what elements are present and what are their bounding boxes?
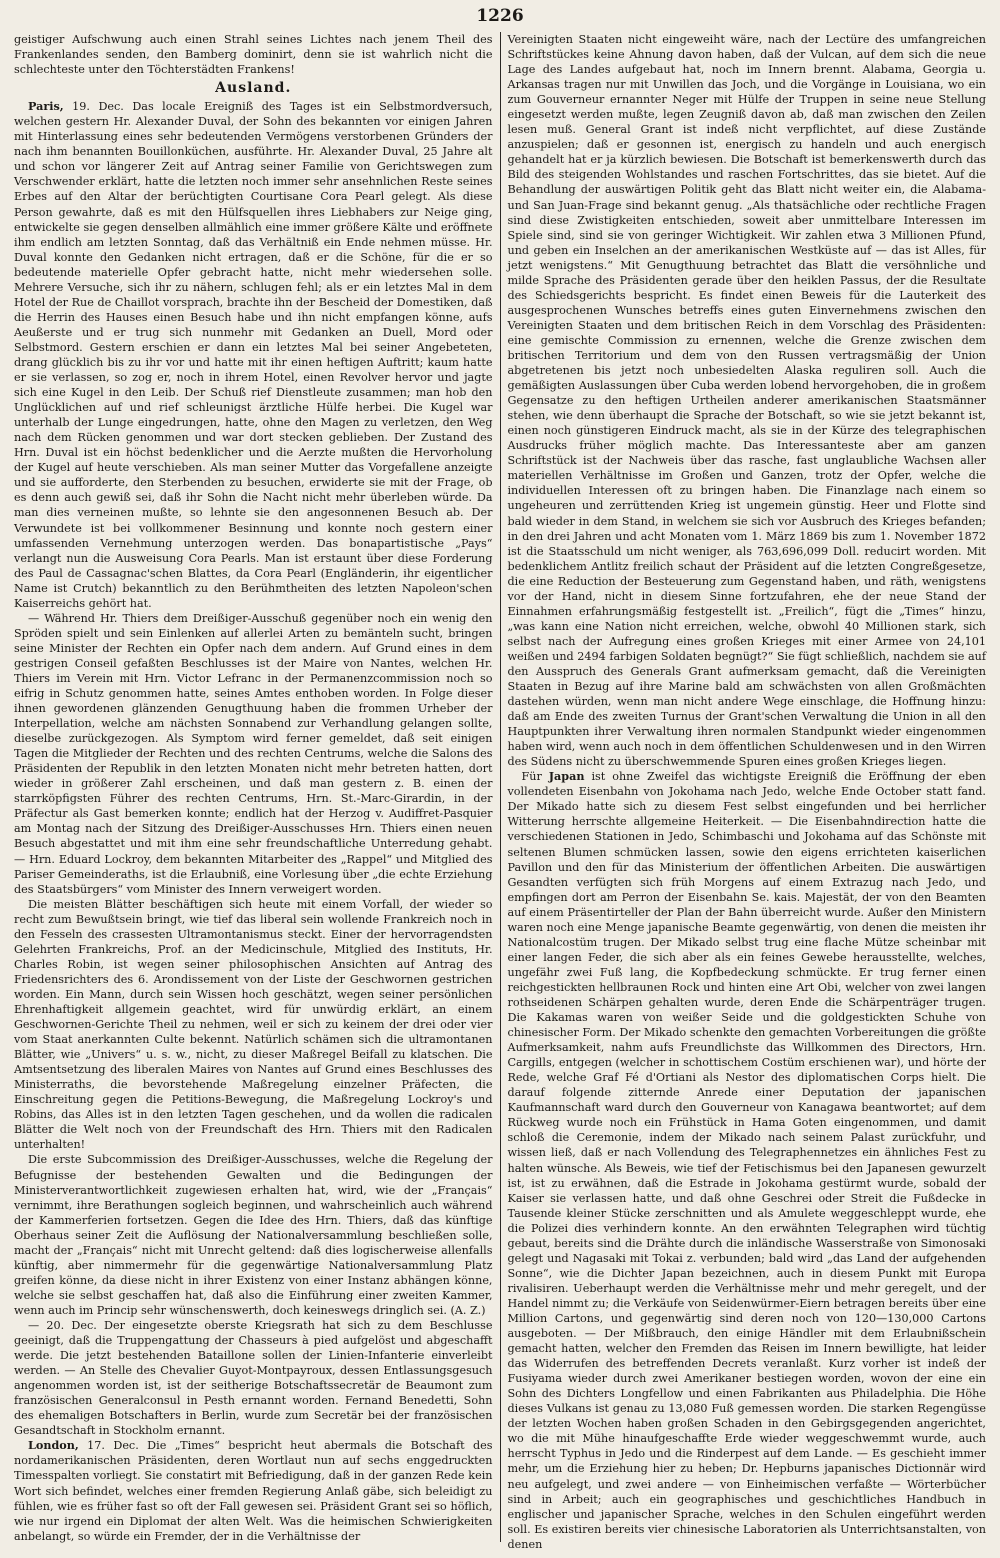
paris-paragraph-5: — 20. Dec. Der eingesetzte oberste Kriegsrath hat sich zu dem Beschlusse geeinigt, daß die Truppengattung der Chasseurs à pied aufgelöst und abgeschafft werde. Die jetzt bestehenden Bataillone sollen der Linien-Infanterie einverleibt werden. — An Stelle des Chevalier Guyot-Montpayroux, dessen Entlassungsgesuch angenommen worden ist, ist der seitherige Botschaftssecretär de Beaumont zum französischen Generalconsul in Pesth ernannt worden. Fernand Benedetti, Sohn des ehemaligen Botschafters in Berlin, wurde zum Secretär bei der französischen Gesandtschaft in Stockholm ernannt.	[14, 1318, 493, 1438]
intro-paragraph: geistiger Aufschwung auch einen Strahl seines Lichtes nach jenem Theil des Frankenlandes senden, den Bamberg dominirt, denn sie ist wahrlich nicht die schlechteste unter den Töchterstädten Frankens!	[14, 33, 493, 77]
right-column	[507, 32, 986, 1551]
london-date: 17. Dec.	[78, 1439, 148, 1453]
section-heading: Ausland.	[215, 80, 292, 97]
london-article	[14, 1438, 493, 1543]
paris-date: 19. Dec.	[63, 100, 133, 114]
continued-paragraph: Vereinigten Staaten nicht eingeweiht wäre, nach der Lectüre des umfangreichen Schriftstückes keine Ahnung davon haben, daß der Vulcan, auf dem sich die neue Lage des Landes aufgebaut hat, noch im Innern brennt. Alabama, Georgia u. Arkansas tragen nur mit Unwillen das Joch, und die Vorgänge in Louisiana, wo ein zum Gouverneur ernannter Neger mit Hülfe der Truppen in seine neue Stellung eingesetzt werden mußte, legen Zeugniß davon ab, daß man zwischen den Zeilen lesen muß. General Grant ist indeß nicht verpflichtet, auf diese Zustände anzuspielen; daß er gesonnen ist, energisch zu handeln und auch energisch gehandelt hat er ja kürzlich bewiesen. Die Botschaft ist bemerkenswerth durch das Bild des steigenden Wohlstandes und raschen Fortschrittes, das sie bietet. Auf die Behandlung der auswärtigen Politik geht das Blatt nicht weiter ein, die Alabama- und San Juan-Frage sind bekannt genug. „Als thatsächliche oder rechtliche Fragen sind diese Zwistigkeiten entschieden, soweit aber unmittelbare Interessen im Spiele sind, sind sie von geringer Wichtigkeit. Wir zahlen etwa 3 Millionen Pfund, und geben ein Inselchen an der amerikanischen Westküste auf — das ist Alles, für jetzt wenigstens.“ Mit Genugthuung betrachtet das Blatt die versöhnliche und milde Sprache des Präsidenten gerade über den heiklen Passus, der die Resultate des Schiedsgerichts bespricht. Es findet einen Beweis für die Lauterkeit des ausgesprochenen Wunsches betreffs eines guten Einvernehmens zwischen den Vereinigten Staaten und dem britischen Reich in dem Vorschlag des Präsidenten: eine gemischte Commission zu ernennen, welche die Grenze zwischen dem britischen Territorium und dem von den Russen vertragsmäßig der Union abgetretenen bis jetzt noch unbesiedelten Alaska reguliren soll. Auch die gemäßigten Auslassungen über Cuba werden lobend hervorgehoben, die in großem Gegensatze zu den heftigen Urtheilen anderer amerikanischen Staatsmänner stehen, wie denn überhaupt die Sprache der Botschaft, so wie sie jetzt bekannt ist, einen noch günstigeren Eindruck macht, als sie in der Kürze des telegraphischen Ausdrucks früher möglich machte. Das Interessanteste aber am ganzen Schriftstück ist der Nachweis über das rasche, fast unglaubliche Wachsen aller materiellen Verhältnisse im Großen und Ganzen, trotz der Opfer, welche die individuellen Interessen oft zu bringen haben. Die Finanzlage nach einem so ungeheuren und zerrüttenden Krieg ist ungemein günstig. Heer und Flotte sind bald wieder in dem Stand, in welchem sie sich vor Ausbruch des Krieges befanden; in den drei Jahren und acht Monaten vom 1. März 1869 bis zum 1. November 1872 ist die Staatsschuld um nicht weniger, als 763,696,099 Doll. reducirt worden. Mit bedenklichem Antlitz freilich schaut der Präsident auf die letzten Congreßgesetze, die eine Reduction der Besteuerung zum Gegenstand haben, und räth, wenigstens vor der Hand, nicht in diesem Sinne fortzufahren, ehe der neue Stand der Einnahmen erfahrungsmäßig festgestellt ist. „Freilich“, fügt die „Times“ hinzu, „was kann eine Nation nicht erreichen, welche, obwohl 40 Millionen stark, sich selbst nach der Aufregung eines großen Krieges mit einer Armee von 24,101 weißen und 2494 farbigen Soldaten begnügt?“ Sie fügt schließlich, nachdem sie auf den Ausspruch des Generals Grant aufmerksam gemacht, daß die Vereinigten Staaten in Bezug auf ihre Marine bald am schwächsten von allen Großmächten dastehen würden, wenn man nicht andere Wege einschlage, die Hoffnung hinzu: daß am Ende des zweiten Turnus der Grant'schen Verwaltung die Union in all den Hauptpunkten ihrer Verwaltung ihren normalen Standpunkt wieder eingenommen haben wird, wenn auch noch in dem öffentlichen Schuldenwesen und in den Wirren des Südens nicht zu überschwemmende Spuren eines großen Krieges liegen.	[507, 33, 986, 769]
japan-text: ist ohne Zweifel das wichtigste Ereigniß die Eröffnung der eben vollendeten Eisenbahn von Jokohama nach Jedo, welche Ende October statt fand. Der Mikado hatte sich zu diesem Fest selbst eingefunden und bei herrlicher Witterung herrschte allgemeine Heiterkeit. — Die Eisenbahndirection hatte die verschiedenen Stationen in Jedo, Schimbaschi und Jokohama auf das Schönste mit seltenen Blumen schmücken lassen, sowie den eigens errichteten kaiserlichen Pavillon und den für das Ministerium der öffentlichen Arbeiten. Die auswärtigen Gesandten verfügten sich früh Morgens auf einem Extrazug nach Jedo, und empfingen dort am Perron der Eisenbahn Se. kais. Majestät, der von den Beamten auf einem Präsentirteller der Plan der Bahn überreicht wurde. Außer den Ministern waren noch eine Menge japanische Beamte gegenwärtig, von denen die meisten ihr Nationalcostüm trugen. Der Mikado selbst trug eine flache Mütze scheinbar mit einer langen Feder, die sich aber als ein feines Gewebe herausstellte, welches, ungefähr zwei Fuß lang, die Kopfbedeckung schmückte. Er trug ferner einen reichgestickten hellbraunen Rock und hinten eine Art Obi, welcher von zwei langen rothseidenen Schärpen gehalten wurde, deren Ende die Schärpenträger trugen. Die Kakamas waren von weißer Seide und die goldgestickten Schuhe von chinesischer Form. Der Mikado schenkte den gemachten Vorbereitungen die größte Aufmerksamkeit, nahm aufs Freundlichste das Willkommen des Directors, Hrn. Cargills, entgegen (welcher in schottischem Costüm erschienen war), und hörte der Rede, welche Graf Fé d'Ortiani als Nestor des diplomatischen Corps hielt. Die darauf folgende zitternde Anrede einer Deputation der japanischen Kaufmannschaft ward durch den Gouverneur von Kanagawa beantwortet; auf dem Rückweg wurde noch ein Frühstück in Hama Goten eingenommen, und damit schloß die Ceremonie, indem der Mikado nach seinem Palast zurückfuhr, und wissen ließ, daß er nach Vollendung des Telegraphennetzes ein ähnliches Fest zu halten wünsche. Als Beweis, wie tief der Fetischismus bei den Japanesen gewurzelt ist, ist zu erwähnen, daß die Estrade in Jokohama gestürmt wurde, sobald der Kaiser sie verlassen hatte, und daß ohne Geschrei oder Streit die Fußdecke in Tausende kleiner Stücke zerschnitten und als Amulete weggeschleppt wurde, ehe die Polizei dies verhindern konnte. An den erwähnten Telegraphen wird tüchtig gebaut, bereits sind die Drähte durch die inländische Wasserstraße von Simonosaki gelegt und Nagasaki mit Tokai z. verbunden; bald wird „das Land der aufgehenden Sonne“, wie die Dichter Japan bezeichnen, auch in diesem Punkt mit Europa rivalisiren. Ueberhaupt werden die Verhältnisse mehr und mehr geregelt, und der Handel nimmt zu; die Verkäufe von Seidenwürmer-Eiern betragen bereits über eine Million Cartons, und gegenwärtig sind deren noch von 120—130,000 Cartons ausgeboten. — Der Mißbrauch, den einige Händler mit dem Erlaubnißschein gemacht hatten, welcher den Fremden das Reisen im Innern bewilligte, hat leider das Widerrufen des betreffenden Decrets veranlaßt. Kurz vorher ist indeß der Fusiyama wieder durch zwei Amerikaner bestiegen worden, wovon der eine ein Sohn des Dichters Longfellow und einen Fabrikanten aus Philadelphia. Die Höhe dieses Vulkans ist genau zu 13,080 Fuß gemessen worden. Die starken Regengüsse der letzten Wochen haben großen Schaden in den Gebirgsgegenden angerichtet, wo die mit Mühe hinaufgeschaffte Erde wieder weggeschwemmt wurde, auch herrscht Typhus in Jedo und die Rinderpest auf dem Lande. — Es geschieht immer mehr, um die Erziehung hier zu heben; Dr. Hepburns japanisches Dictionnär wird neu aufgelegt, und zwei andere — von Einheimischen verfaßte — Wörterbücher sind in Arbeit; auch ein geographisches und geschichtliches Handbuch in englischer und japanischer Sprache, welches in den Schulen eingeführt werden soll. Es existiren bereits vier chinesische Laboratorien als Unterrichtsanstalten, von denen	[507, 770, 986, 1551]
paris-text-1: Das locale Ereigniß des Tages ist ein Selbstmordversuch, welchen gestern Hr. Alexander Duval, der Sohn des bekannten vor einigen Jahren mit Hinterlassung eines sehr bedeutenden Vermögens verstorbenen Gründers der nach ihm benannten Bouillonküchen, ausführte. Hr. Alexander Duval, 25 Jahre alt und schon vor längerer Zeit auf Antrag seiner Familie von Gerichtswegen zum Verschwender erklärt, hatte die letzten noch immer sehr ansehnlichen Reste seines Erbes auf den Altar der berüchtigten Courtisane Cora Pearl gelegt. Als diese Person gewahrte, daß es mit den Hülfsquellen ihres Liebhabers zur Neige ging, entwickelte sie gegen denselben allmählich eine immer größere Kälte und eröffnete ihm endlich am letzten Sonntag, daß das Verhältniß ein Ende nehmen müsse. Hr. Duval konnte den Gedanken nicht ertragen, daß er die Schöne, für die er so bedeutende materielle Opfer gebracht hatte, nicht mehr wiedersehen solle. Mehrere Versuche, sich ihr zu nähern, schlugen fehl; als er ein letztes Mal in dem Hotel der Rue de Chaillot vorsprach, brachte ihn der Bescheid der Domestiken, daß die Herrin des Hauses einen Besuch habe und ihn nicht empfangen könne, aufs Aeußerste und er trug sich nunmehr mit Gedanken an Duell, Mord oder Selbstmord. Gestern erschien er dann ein letztes Mal bei seiner Angebeteten, drang glücklich bis zu ihr vor und hatte mit ihr einen heftigen Auftritt; kaum hatte er sie verlassen, so zog er, noch in ihrem Hotel, einen Revolver hervor und jagte sich eine Kugel in den Leib. Der Schuß rief Dienstleute zusammen; man hob den Unglücklichen auf und rief schleunigst ärztliche Hülfe herbei. Die Kugel war unterhalb der Lunge eingedrungen, hatte, ohne den Magen zu verletzen, den Weg nach dem Rücken genommen und war dort stecken geblieben. Der Zustand des Hrn. Duval ist ein höchst bedenklicher und die Aerzte mußten die Hervorholung der Kugel auf heute verschieben. Als man seiner Mutter das Vorgefallene anzeigte und sie aufforderte, den Sterbenden zu besuchen, erwiderte sie mit der Frage, ob es denn auch gewiß sei, daß ihr Sohn die Nacht nicht mehr überleben würde. Da man dies verneinen mußte, so lehnte sie den angesonnenen Besuch ab. Der Verwundete ist bei vollkommener Besinnung und konnte noch gestern einer umfassenden Vernehmung unterzogen werden. Das bonapartistische „Pays“ verlangt nun die Ausweisung Cora Pearls. Man ist erstaunt über diese Forderung des Paul de Cassagnac'schen Blattes, da Cora Pearl (Engländerin, ihr eigentlicher Name ist Crutch) bekanntlich zu den Berühmtheiten des letzten Napoleon'schen Kaiserreichs gehört hat.	[14, 100, 493, 610]
paris-dateline: Paris,	[28, 99, 64, 114]
japan-keyword: Japan	[548, 769, 585, 784]
japan-article	[507, 769, 986, 1551]
paris-paragraph-4: Die erste Subcommission des Dreißiger-Ausschusses, welche die Regelung der Befugnisse der bestehenden Gewalten und die Bedingungen der Ministerverantwortlichkeit zugewiesen erhalten hat, wird, wie der „Français“ vernimmt, ihre Berathungen sogleich beginnen, und wahrscheinlich auch während der Kammerferien fortsetzen. Gegen die Idee des Hrn. Thiers, daß das künftige Oberhaus seiner Zeit die Auflösung der Nationalversammlung beschließen solle, macht der „Français“ nicht mit Unrecht geltend: daß dies logischerweise allenfalls künftig, aber nimmermehr für die gegenwärtige Nationalversammlung Platz greifen könne, da diese nicht in ihrer Existenz von einer Instanz abhängen könne, welche sie selbst geschaffen hat, daß also die Einführung einer zweiten Kammer, wenn auch im Princip sehr wünschenswerth, doch keineswegs dringlich sei. (A. Z.)	[14, 1153, 493, 1317]
page-number: 1226	[476, 6, 524, 26]
paris-paragraph-2: — Während Hr. Thiers dem Dreißiger-Ausschuß gegenüber noch ein wenig den Spröden spielt und sein Einlenken auf allerlei Arten zu bemänteln sucht, bringen seine Minister der Rechten ein Opfer nach dem andern. Auf Grund eines in dem gestrigen Conseil gefaßten Beschlusses ist der Maire von Nantes, welchen Hr. Thiers im Verein mit Hrn. Victor Lefranc in der Permanenzcommission noch so eifrig in Schutz genommen hatte, seines Amtes enthoben worden. In Folge dieser ihnen gewordenen glänzenden Genugthuung haben die frommen Urheber der Interpellation, welche am nächsten Sonnabend zur Verhandlung gelangen sollte, dieselbe zurückgezogen. Als Symptom wird ferner gemeldet, daß seit einigen Tagen die Mitglieder der Rechten und des rechten Centrums, welche die Salons des Präsidenten der Republik in den letzten Monaten nicht mehr betreten hatten, dort wieder in größerer Zahl erscheinen, und daß man gestern z. B. einen der starrköpfigsten Führer des rechten Centrums, Hrn. St.-Marc-Girardin, in der Präfectur als Gast bemerken konnte; endlich hat der Herzog v. Audiffret-Pasquier am Montag nach der Sitzung des Dreißiger-Ausschusses Hrn. Thiers einen neuen Besuch abgestattet und mit ihm eine sehr freundschaftliche Unterredung gehabt. — Hrn. Eduard Lockroy, dem bekannten Mitarbeiter des „Rappel“ und Mitglied des Pariser Gemeinderaths, ist die Erlaubniß, eine Vorlesung über „die echte Erziehung des Staatsbürgers“ vom Minister des Innern verweigert worden.	[14, 611, 493, 896]
columns	[14, 32, 986, 1551]
japan-lead: Für	[521, 770, 549, 784]
column-divider	[500, 32, 501, 1542]
left-column	[14, 32, 493, 1542]
paris-article	[14, 99, 493, 611]
london-text: Die „Times“ bespricht heut abermals die Botschaft des nordamerikanischen Präsidenten, deren Wortlaut nun auf sechs enggedruckten Timesspalten vorliegt. Sie constatirt mit Befriedigung, daß in der ganzen Rede kein Wort sich befindet, welches einer fremden Regierung Anlaß gäbe, sich beleidigt zu fühlen, wie es früher fast so oft der Fall gewesen sei. Präsident Grant sei so höflich, wie nur irgend ein Diplomat der alten Welt. Was die heimischen Schwierigkeiten anbelangt, so würde ein Fremder, der in die Verhältnisse der	[14, 1439, 493, 1543]
london-dateline: London,	[28, 1438, 79, 1453]
paris-paragraph-3: Die meisten Blätter beschäftigen sich heute mit einem Vorfall, der wieder so recht zum Bewußtsein bringt, wie tief das liberal sein wollende Frankreich noch in den Fesseln des crassesten Ultramontanismus steckt. Einer der hervorragendsten Gelehrten Frankreichs, Prof. an der Medicinschule, Mitglied des Instituts, Hr. Charles Robin, ist wegen seiner philosophischen Ansichten auf Antrag des Friedensrichters des 6. Arondissement von der Liste der Geschwornen gestrichen worden. Ein Mann, durch sein Wissen hoch geschätzt, wegen seiner persönlichen Ehrenhaftigkeit allgemein geachtet, wird für unwürdig erklärt, an einem Geschwornen-Gerichte Theil zu nehmen, weil er sich zu keinem der drei oder vier vom Staat anerkannten Culte bekennt. Natürlich schämen sich die ultramontanen Blätter, wie „Univers“ u. s. w., nicht, zu dieser Maßregel Beifall zu klatschen. Die Amtsentsetzung des liberalen Maires von Nantes auf Grund eines Beschlusses des Ministerraths, die bevorstehende Maßregelung einzelner Präfecten, die Einschreitung gegen die Petitions-Bewegung, die Maßregelung Lockroy's und Robins, das Alles ist in den letzten Tagen geschehen, und da wollen die radicalen Blätter die Welt noch von der Freundschaft des Hrn. Thiers mit den Radicalen unterhalten!	[14, 897, 493, 1152]
